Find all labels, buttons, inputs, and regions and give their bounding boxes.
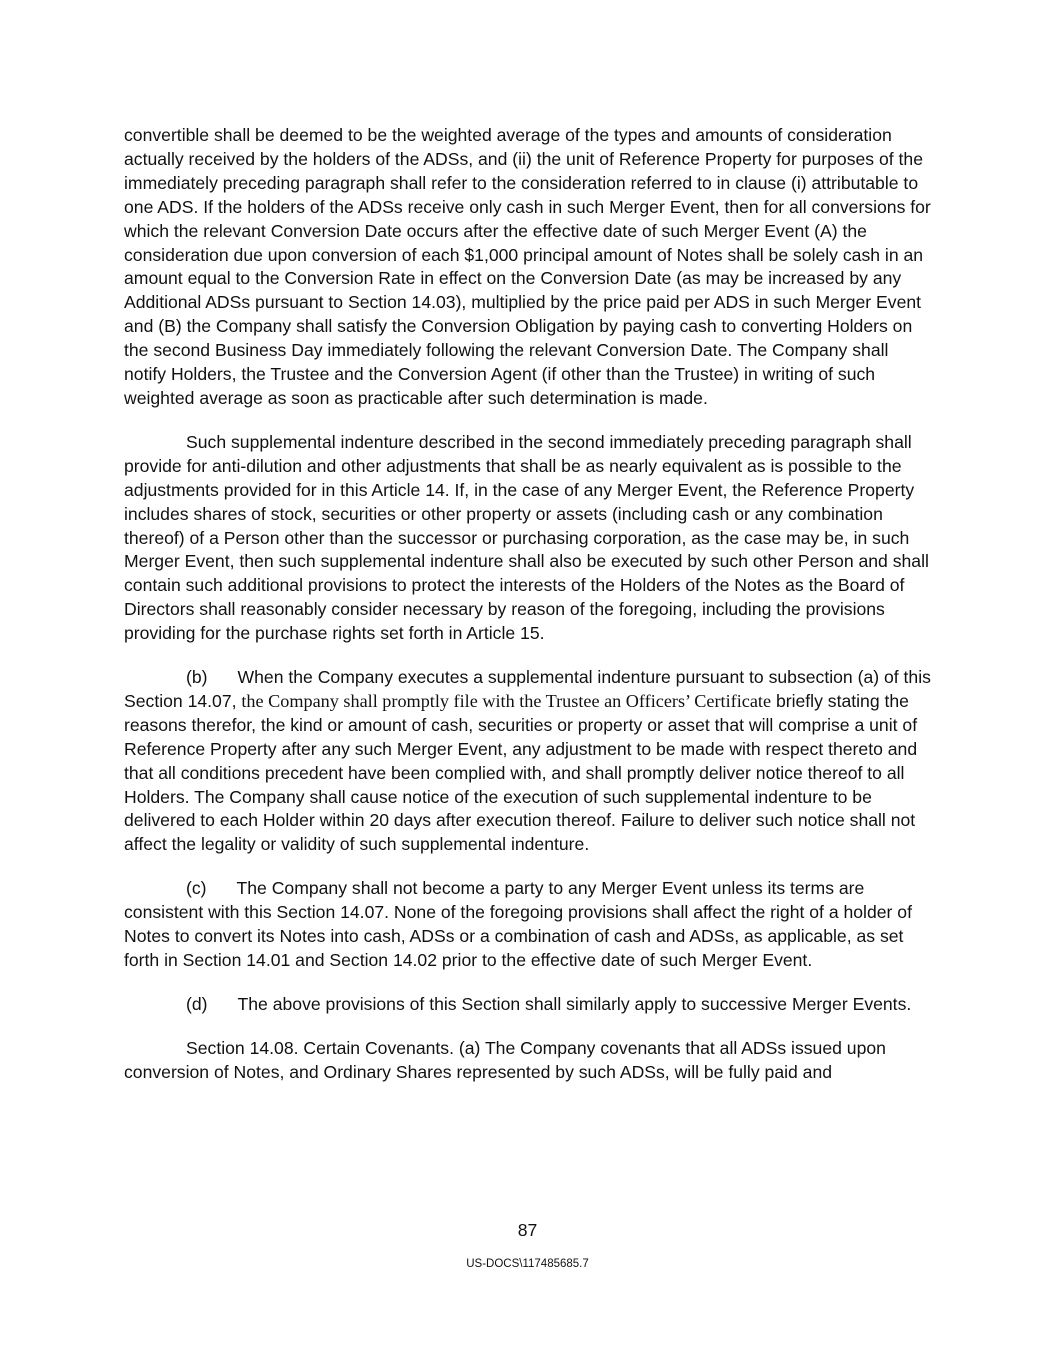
page-number: 87 xyxy=(517,1220,538,1240)
paragraph-text: convertible shall be deemed to be the weighted average of the types and amounts of consideration actually received by the holders of the ADSs, and (ii) the unit of Reference Property for purposes of the immediately preceding paragraph shall refer to the consideration referred to in clause (i) attributable to one ADS. If the holders of the ADSs receive only cash in such Merger Event, then for all conversions for which the relevant Conversion Date occurs after the effective date of such Merger Event (A) the consideration due upon conversion of each $1,000 principal amount of Notes shall be solely cash in an amount equal to the Conversion Rate in effect on the Conversion Date (as may be increased by any Additional ADSs pursuant to Section 14.03), multiplied by the price paid per ADS in such Merger Event and (B) the Company shall satisfy the Conversion Obligation by paying cash to converting Holders on the second Business Day immediately following the relevant Conversion Date. The Company shall notify Holders, the Trustee and the Conversion Agent (if other than the Trustee) in writing of such weighted average as soon as practicable after such determination is made. xyxy=(124,125,931,408)
paragraph-text: The above provisions of this Section shall similarly apply to successive Merger Events. xyxy=(237,993,912,1014)
paragraph-section-14-08 xyxy=(124,1037,932,1085)
paragraph-supplemental-indenture xyxy=(124,431,932,646)
paragraph-text: Section 14.08. Certain Covenants. (a) The Company covenants that all ADSs issued upon conversion of Notes, and Ordinary Shares represented by such ADSs, will be fully paid and xyxy=(124,1037,886,1082)
paragraph-text: The Company shall not become a party to any Merger Event unless its terms are consistent with this Section 14.07. None of the foregoing provisions shall affect the right of a holder of Notes to convert its Notes into cash, ADSs or a combination of cash and ADSs, as applicable, as set forth in Section 14.01 and Section 14.02 prior to the effective date of such Merger Event. xyxy=(124,878,912,970)
subsection-label: (b) xyxy=(186,667,208,688)
subsection-label: (d) xyxy=(186,993,208,1014)
paragraph-subsection-c xyxy=(124,877,932,973)
paragraph-subsection-b xyxy=(124,666,932,857)
paragraph-text: briefly stating the reasons therefor, the kind or amount of cash, securities or property or asset that will comprise a unit of Reference Property after any such Merger Event, any adjustment to be made with respect thereto and that all conditions precedent have been complied with, and shall promptly deliver notice thereof to all Holders. The Company shall cause notice of the execution of such supplemental indenture to be delivered to each Holder within 20 days after execution thereof. Failure to deliver such notice shall not affect the legality or validity of such supplemental indenture. xyxy=(124,690,918,855)
document-id-footer: US-DOCS\117485685.7 xyxy=(466,1258,589,1270)
paragraph-text: When the Company executes a supplemental indenture pursuant to subsection (a) of this Section 14.07, xyxy=(124,667,931,711)
paragraph-subsection-d xyxy=(124,993,932,1017)
paragraph-weighted-average xyxy=(124,124,932,411)
paragraph-text-serif-run: the Company shall promptly file with the Trustee an Officers’ Certificate xyxy=(241,690,772,711)
subsection-label: (c) xyxy=(186,878,207,899)
document-body xyxy=(124,124,932,1105)
paragraph-text: Such supplemental indenture described in the second immediately preceding paragraph shall provide for anti-dilution and other adjustments that shall be as nearly equivalent as is possible to the adjustments provided for in this Article 14. If, in the case of any Merger Event, the Reference Property includes shares of stock, securities or other property or assets (including cash or any combination thereof) of a Person other than the successor or purchasing corporation, as the case may be, in such Merger Event, then such supplemental indenture shall also be executed by such other Person and shall contain such additional provisions to protect the interests of the Holders of the Notes as the Board of Directors shall reasonably consider necessary by reason of the foregoing, including the provisions providing for the purchase rights set forth in Article 15. xyxy=(124,431,929,644)
